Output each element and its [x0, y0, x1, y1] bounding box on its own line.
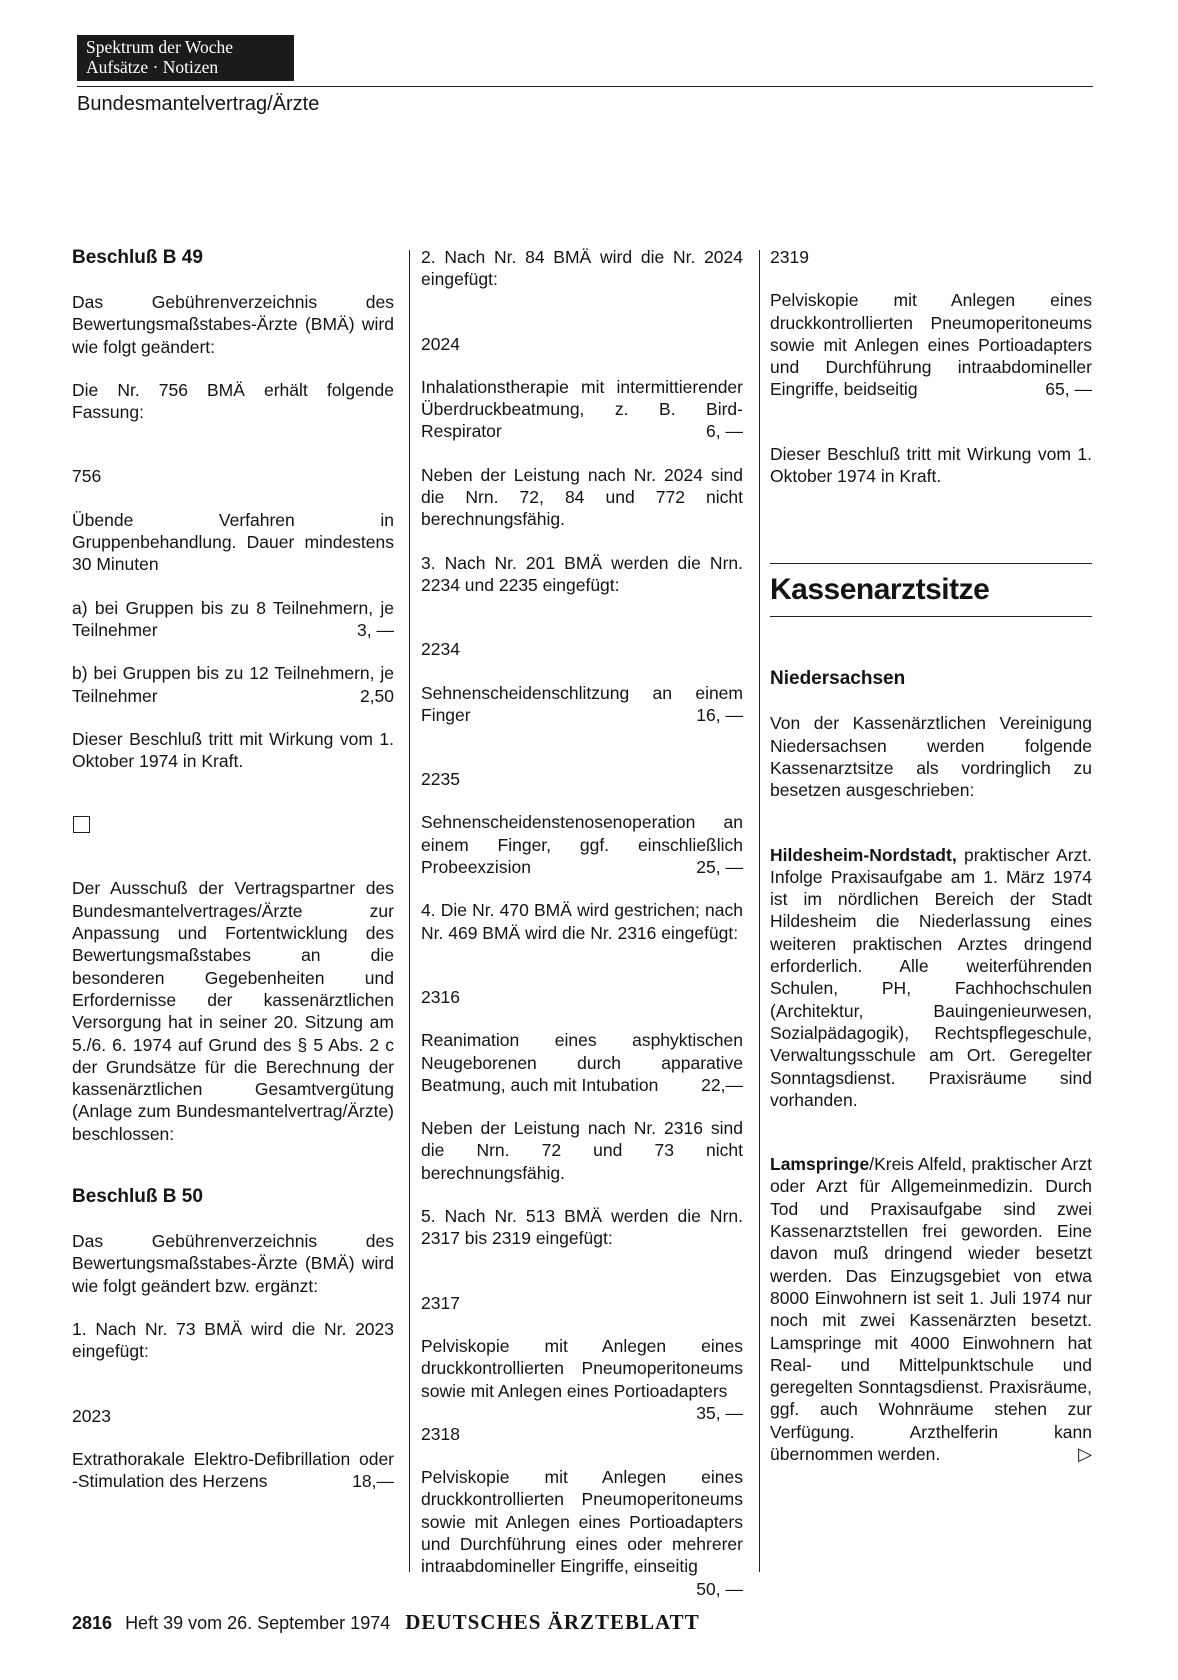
number-2319-price: 65, —: [1045, 379, 1092, 400]
listing-lamspringe-text: /Kreis Alfeld, praktischer Arzt oder Arzt für Allgemeinmedizin. Durch Tod und Praxisaufgabe sind zwei Kassenarztstellen frei geworden. Eine davon muß dringend wieder besetzt werden. Das Einzugsgebiet von etwa 8000 Einwohnern ist seit 1. Juli 1974 nur noch mit zwei Kassenärzten besetzt. Lamspringe mit 4000 Einwohnern hat Real- und Mittelpunktschule und geregelten Sonntagsdienst. Praxisräume, ggf. auch Wohnräume stehen zur Verfügung. Arzthelferin kann übernommen werden.: [770, 1154, 1092, 1464]
resolution-b49-title: Beschluß B 49: [72, 247, 203, 268]
number-2023-entry: [72, 1448, 394, 1493]
number-2316-price: 22,—: [701, 1074, 743, 1095]
listing-hildesheim: [770, 844, 1092, 1112]
running-title: Bundesmantelvertrag/Ärzte: [77, 93, 320, 115]
listing-hildesheim-text: praktischer Arzt. Infolge Praxisaufgabe am 1. März 1974 ist im nördlichen Bereich der Stadt Hildesheim die Niederlassung eines weiteren praktischen Arztes dringend erforderlich. Alle weiterführenden Schulen, PH, Fachhochschulen (Architektur, Bauingenieurwesen, Sozialpädagogik), Rechtspflegeschule, Verwaltungsschule am Ort. Geregelter Sonntagsdienst. Praxisräume sind vorhanden.: [770, 844, 1092, 1110]
number-2023-text: Extrathorakale Elektro-Defibrillation oder -Stimulation des Herzens: [72, 1448, 394, 1492]
number-2319-entry: [770, 289, 1092, 400]
number-2024-text: Inhalationstherapie mit intermittierender Überdruckbeatmung, z. B. Bird-Respirator: [421, 376, 743, 442]
number-756: 756: [72, 466, 102, 487]
badge-line-2: Aufsätze · Notizen: [86, 57, 219, 77]
number-2319-text: Pelviskopie mit Anlegen eines druckkontrollierten Pneumoperitoneums sowie mit Anlegen eines Portioadapters und Durchführung intraabdomineller Eingriffe, beidseitig: [770, 290, 1092, 400]
column-3: [770, 246, 1092, 1465]
b50-item-1: 1. Nach Nr. 73 BMÄ wird die Nr. 2023 eingefügt:: [72, 1318, 394, 1362]
number-2235-text: Sehnenscheidenstenosenoperation an einem Finger, ggf. einschließlich Probeexzision: [421, 812, 743, 878]
number-2318-entry: [421, 1466, 743, 1599]
b49-fassung: Die Nr. 756 BMÄ erhält folgende Fassung:: [72, 379, 394, 423]
number-2024-price: 6, —: [706, 421, 743, 442]
number-2235-price: 25, —: [696, 857, 743, 878]
b50-item-5: 5. Nach Nr. 513 BMÄ werden die Nrn. 2317 bis 2319 eingefügt:: [421, 1206, 743, 1249]
number-756-b-price: 2,50: [359, 685, 394, 706]
number-756-a-text: a) bei Gruppen bis zu 8 Teilnehmern, je Teilnehmer: [72, 597, 394, 640]
number-2024-note: Neben der Leistung nach Nr. 2024 sind die Nrn. 72, 84 und 772 nicht berechnungsfähig.: [421, 464, 743, 530]
number-2319: 2319: [770, 247, 809, 267]
number-2318-text: Pelviskopie mit Anlegen eines druckkontrollierten Pneumoperitoneums sowie mit Anlegen eines Portioadapters und Durchführung eines oder mehrerer intraabdomineller Eingriffe, einseitig: [421, 1467, 743, 1577]
section-title-kassenarztsitze: Kassenarztsitze: [770, 573, 990, 607]
number-2023-price: 18,—: [352, 1471, 394, 1492]
end-box-icon: [73, 816, 90, 833]
column-divider-1: [409, 250, 410, 1572]
number-756-a: [72, 597, 394, 642]
badge-line-1: Spektrum der Woche: [86, 37, 233, 57]
section-rule-top: [770, 563, 1092, 564]
header-rule: [77, 86, 1093, 87]
b50-intro: Das Gebührenverzeichnis des Bewertungsmaßstabes-Ärzte (BMÄ) wird wie folgt geändert bzw. ergänzt:: [72, 1231, 394, 1296]
b49-intro: Das Gebührenverzeichnis des Bewertungsmaßstabes-Ärzte (BMÄ) wird wie folgt geändert:: [72, 292, 394, 357]
listing-lamspringe-place: Lamspringe: [770, 1154, 870, 1175]
number-2318-price: 50, —: [696, 1578, 743, 1599]
section-badge: [77, 35, 294, 81]
region-intro: Von der Kassenärztlichen Vereinigung Niedersachsen werden folgende Kassenarztsitze als vordringlich zu besetzen ausgeschrieben:: [770, 713, 1092, 801]
number-2235: 2235: [421, 769, 460, 790]
column-divider-2: [759, 250, 760, 1572]
number-2024-entry: [421, 376, 743, 443]
listing-lamspringe: [770, 1153, 1092, 1465]
number-2024: 2024: [421, 333, 460, 354]
column-1: [72, 246, 394, 1492]
region-heading: Niedersachsen: [770, 668, 906, 690]
b50-effective: Dieser Beschluß tritt mit Wirkung vom 1. Oktober 1974 in Kraft.: [770, 443, 1092, 487]
resolution-b50-title: Beschluß B 50: [72, 1186, 203, 1208]
number-2317-text: Pelviskopie mit Anlegen eines druckkontrollierten Pneumoperitoneums sowie mit Anlegen eines Portioadapters: [421, 1335, 743, 1401]
number-2318: 2318: [421, 1423, 460, 1444]
b50-item-4: 4. Die Nr. 470 BMÄ wird gestrichen; nach Nr. 469 BMÄ wird die Nr. 2316 eingefügt:: [421, 900, 743, 943]
number-756-text: Übende Verfahren in Gruppenbehandlung. Dauer mindestens 30 Minuten: [72, 509, 394, 575]
issue-info: Heft 39 vom 26. September 1974: [125, 1613, 391, 1633]
number-2316: 2316: [421, 986, 460, 1007]
number-2317-price: 35, —: [696, 1402, 743, 1423]
number-2234-text: Sehnenscheidenschlitzung an einem Finger: [421, 682, 743, 725]
number-2234: 2234: [421, 639, 460, 660]
journal-name: DEUTSCHES ÄRZTEBLATT: [405, 1610, 700, 1634]
b50-item-3: 3. Nach Nr. 201 BMÄ werden die Nrn. 2234 und 2235 eingefügt:: [421, 552, 743, 595]
number-2316-note: Neben der Leistung nach Nr. 2316 sind die Nrn. 72 und 73 nicht berechnungsfähig.: [421, 1118, 743, 1183]
b49-effective: Dieser Beschluß tritt mit Wirkung vom 1. Oktober 1974 in Kraft.: [72, 728, 394, 772]
number-2234-entry: [421, 682, 743, 727]
page-footer: [72, 1610, 700, 1635]
number-2235-entry: [421, 811, 743, 878]
number-2316-entry: [421, 1029, 743, 1096]
number-2317: 2317: [421, 1292, 460, 1313]
page-number: 2816: [72, 1613, 113, 1633]
column-2: [421, 246, 743, 1600]
number-2023: 2023: [72, 1405, 111, 1426]
number-2316-text: Reanimation eines asphyktischen Neugeborenen durch apparative Beatmung, auch mit Intubation: [421, 1030, 743, 1095]
number-756-b-text: b) bei Gruppen bis zu 12 Teilnehmern, je Teilnehmer: [72, 663, 394, 706]
continue-arrow-icon: ▷: [1078, 1443, 1092, 1464]
number-756-a-price: 3, —: [357, 619, 394, 640]
number-2317-entry: [421, 1335, 743, 1423]
b50-item-2: 2. Nach Nr. 84 BMÄ wird die Nr. 2024 eingefügt:: [421, 247, 743, 290]
committee-paragraph: Der Ausschuß der Vertragspartner des Bundesmantelvertrages/Ärzte zur Anpassung und Fortentwicklung des Bewertungsmaßstabes an die besonderen Gegebenheiten und Erfordernisse der kassenärztlichen Versorgung hat in seiner 20. Sitzung am 5./6. 6. 1974 auf Grund des § 5 Abs. 2 c der Grundsätze für die Berechnung der kassenärztlichen Gesamtvergütung (Anlage zum Bundesmantelvertrag/Ärzte) beschlossen:: [72, 878, 394, 1144]
listing-hildesheim-place: Hildesheim-Nordstadt,: [770, 844, 957, 865]
number-2234-price: 16, —: [696, 704, 743, 725]
number-756-b: [72, 662, 394, 707]
